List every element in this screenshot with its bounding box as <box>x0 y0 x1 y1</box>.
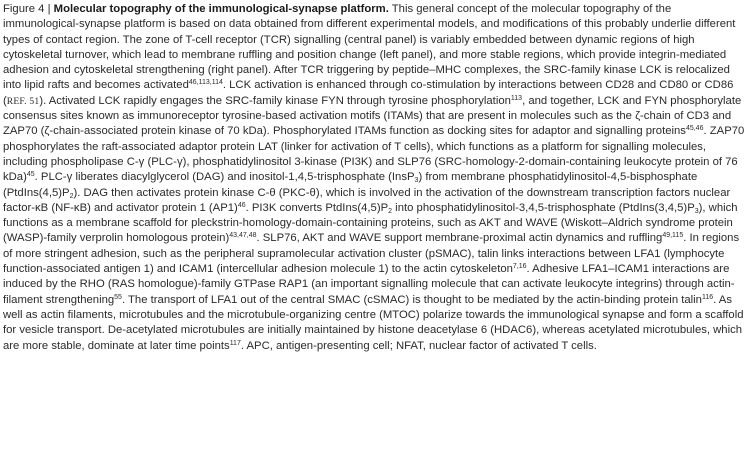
citation-superscript: 113 <box>510 94 523 102</box>
subscript: 3 <box>694 207 699 215</box>
subscript: 2 <box>69 192 74 200</box>
citation-superscript: 46,113,114 <box>188 79 223 87</box>
citation-superscript: 55 <box>114 293 122 301</box>
figure-title: Molecular topography of the immunological-synapse platform. <box>53 3 389 15</box>
figure-label: Figure 4 | <box>3 3 54 15</box>
citation-superscript: 116 <box>701 293 714 301</box>
caption-text: ). Activated LCK rapidly engages the SRC-family kinase FYN through tyrosine phosphorylation <box>39 94 511 107</box>
caption-body <box>3 3 744 352</box>
caption-text: ). DAG then activates protein kinase C-θ (PKC-θ), which is involved in the activation of the downstream transcription factors nuclear factor-κB (NF-κB) and activator protein 1 (AP1) <box>3 186 731 214</box>
caption-text: . LCK activation is enhanced through co-stimulation by interactions between CD28 and CD80 or CD86 ( <box>3 79 734 107</box>
reference-link: REF. 51 <box>6 95 40 107</box>
caption-text: . In regions of more stringent adhesion, such as the peripheral supramolecular activation cluster (pSMAC), talin links interactions between LFA1 (lymphocyte function-associated antigen 1) and ICAM1 (intercellular adhesion molecule 1) to the actin cytoskeleton <box>3 232 740 276</box>
citation-superscript: 49,115 <box>662 232 684 240</box>
caption-text: . The transport of LFA1 out of the central SMAC (cSMAC) is thought to be mediated by the actin-binding protein talin <box>121 293 702 306</box>
caption-text: This general concept of the molecular topography of the immunological-synapse platform is based on data obtained from different experimental models, and modifications of this probably underlie different types of contact region. The zone of T-cell receptor (TCR) signalling (central panel) is variably embedded between dynamic regions of high cytoskeletal turnover, which lead to membrane ruffling and position change (left panel), and more stable regions, which provide integrin-mediated adhesion and cytoskeletal strengthening (right panel). After TCR triggering by peptide–MHC complexes, the SRC-family kinase LCK is relocalized into lipid rafts and becomes activated <box>3 3 736 92</box>
citation-superscript: 46 <box>237 202 246 210</box>
subscript: 3 <box>414 177 419 185</box>
caption-text: ) from membrane phosphatidylinositol-4,5-bisphosphate (PtdIns(4,5)P <box>3 171 698 199</box>
citation-superscript: 7,16 <box>512 263 527 271</box>
caption-text: , and together, LCK and FYN phosphorylate consensus sites known as immunoreceptor tyrosine-based activation motifs (ITAMs) that are present in molecules such as the ζ-chain of CD3 and ZAP70 (ζ-chain-associated protein kinase of 70 kDa). Phosphorylated ITAMs function as docking sites for adaptor and signalling proteins <box>3 94 742 138</box>
caption-text: into phosphatidylinositol-3,4,5-trisphosphate (PtdIns(3,4,5)P <box>392 201 695 214</box>
citation-superscript: 45,46 <box>685 125 704 133</box>
caption-text: . PI3K converts PtdIns(4,5)P <box>245 201 389 214</box>
caption-text: . Adhesive LFA1–ICAM1 interactions are induced by the RHO (RAS homologue)-family GTPase RAP1 (an important signalling molecule that can activate leukocyte integrins) through actin-filament strengthening <box>3 263 735 306</box>
caption-text: . APC, antigen-presenting cell; NFAT, nuclear factor of activated T cells. <box>240 339 597 352</box>
citation-superscript: 43,47,48 <box>229 232 257 240</box>
caption-text: . PLC-γ liberates diacylglycerol (DAG) and inositol-1,4,5-trisphosphate (InsP <box>34 171 415 184</box>
subscript: 2 <box>388 207 393 215</box>
caption-text: ), which functions as a membrane scaffold for pleckstrin-homology-domain-containing proteins, such as AKT and WAVE (Wiskott–Aldrich syndrome protein (WASP)-family verprolin homologous protein) <box>3 201 738 245</box>
citation-superscript: 117 <box>229 339 241 347</box>
citation-superscript: 45 <box>26 171 35 179</box>
figure-caption <box>3 2 749 354</box>
caption-text: . SLP76, AKT and WAVE support membrane-proximal actin dynamics and ruffling <box>256 232 663 245</box>
caption-text: . ZAP70 phosphorylates the raft-associated adaptor protein LAT (linker for activation of T cells), which functions as a platform for signalling molecules, including phospholipase C-γ (PLC-γ), phosphatidylinositol 3-kinase (PI3K) and SLP76 (SRC-homology-2-domain-containing leukocyte protein of 76 kDa) <box>3 125 745 184</box>
caption-paragraph <box>3 2 749 354</box>
caption-text: . As well as actin filaments, microtubules and the microtubule-organizing centre (MTOC) polarize towards the immunological synapse and form a scaffold for vesicle transport. De-acetylated microtubules are initially maintained by histone deacetylase 6 (HDAC6), whereas acetylated microtubules, which are more stable, dominate at later time points <box>3 293 744 352</box>
